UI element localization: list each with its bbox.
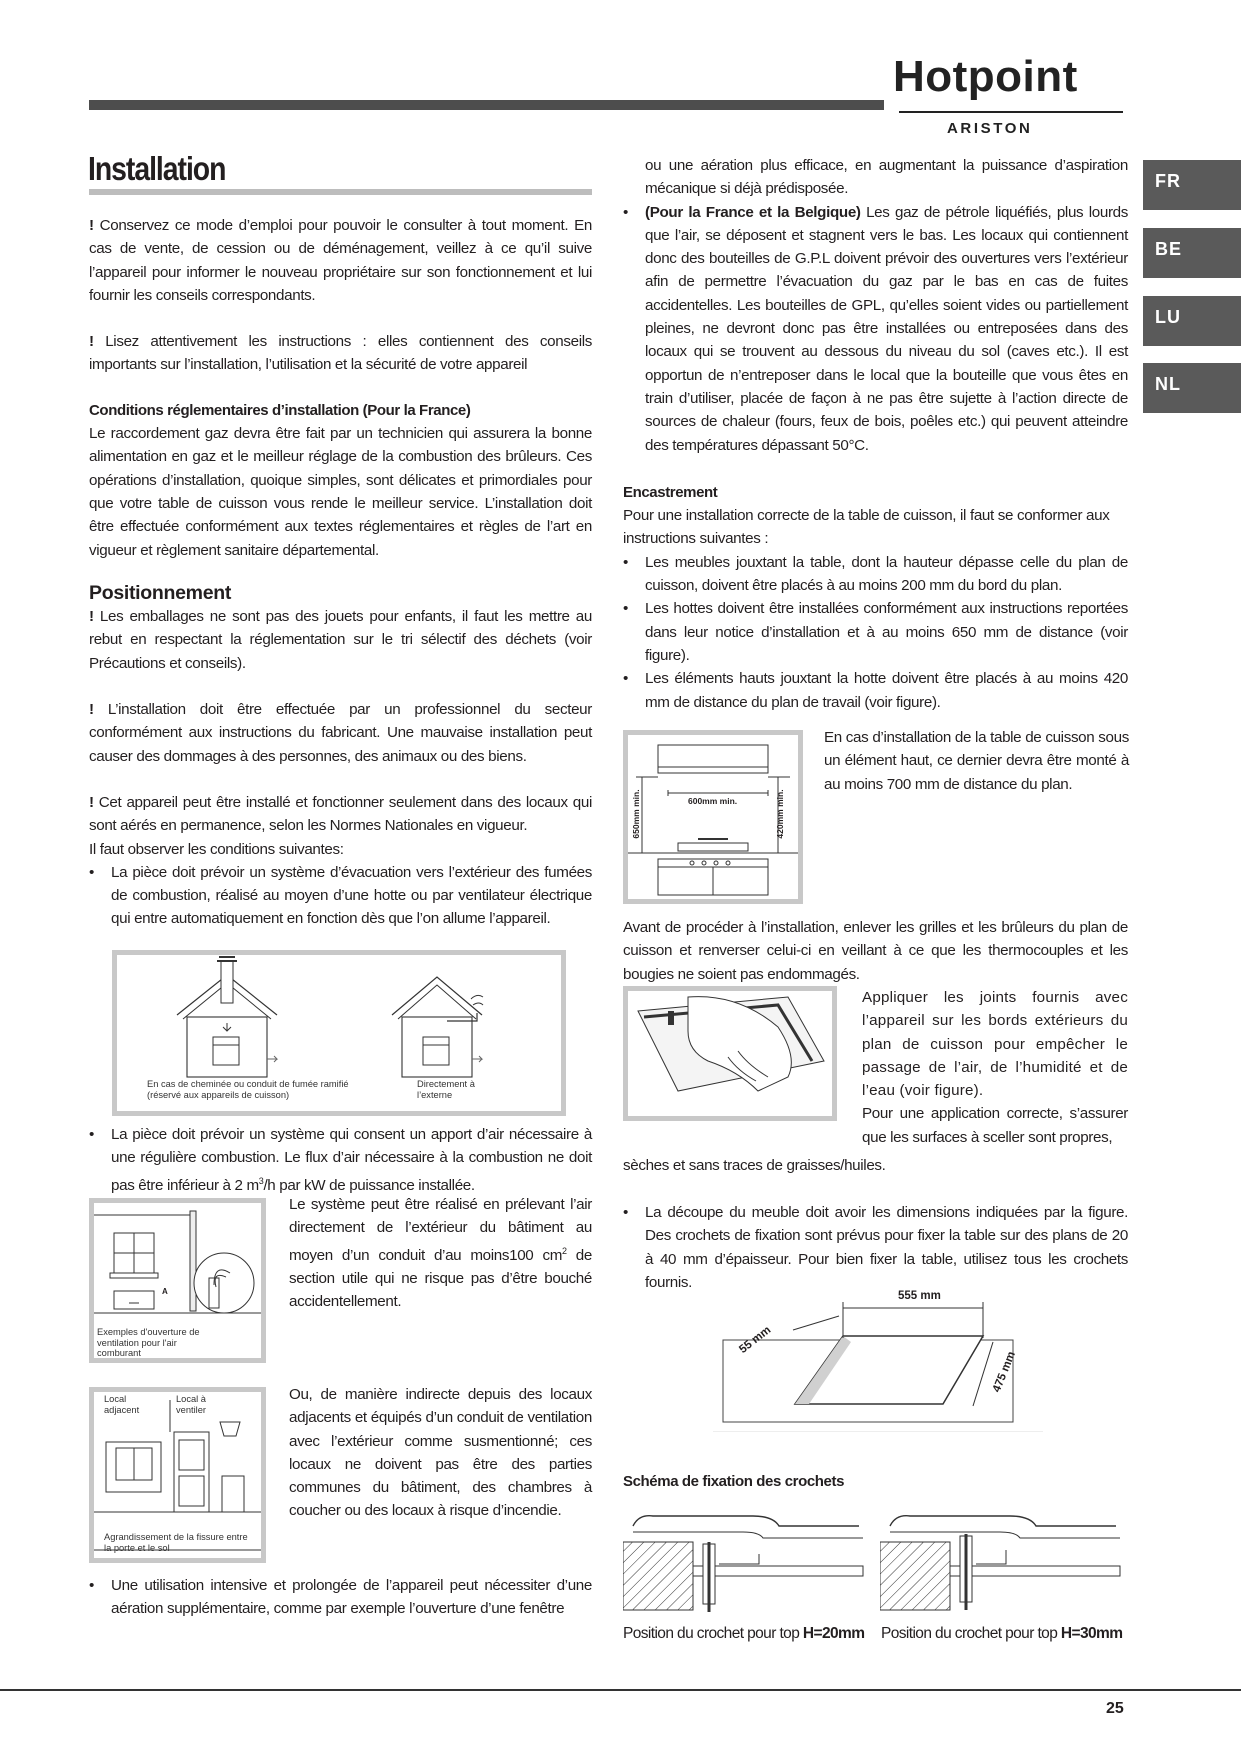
clearances-illustration [628,735,798,899]
clearance-label-420: 420mm min. [775,789,785,839]
figure-cutout [713,1290,1043,1432]
heading-encastrement: Encastrement [623,483,718,501]
brand-divider [899,111,1123,113]
list-item-hoods: • Les hottes doivent être installées conformément aux instructions reportées dans leur notice d’installation et à au moins 650 mm de distance (voir figure). [623,597,1128,667]
header-rule [89,100,884,110]
paragraph-professional: ! L’installation doit être effectuée par un professionnel du secteur conformément aux instructions du fabricant. Une mauvaise installation peut causer des dommages à des personnes, des animaux ou des biens. [89,701,592,765]
hook-h20-illustration [623,1506,865,1626]
ventilation-caption: Exemples d'ouverture de ventilation pour l'air comburant [97,1327,200,1358]
heading-conditions: Conditions réglementaires d’installation (Pour la France) [89,401,471,419]
right-column [623,154,1128,714]
list-item-cutout: • La découpe du meuble doit avoir les dimensions indiquées par la figure. Des crochets de fixation sont prévus pour fixer la table sur des plans de 20 à 40 mm d’épaisseur. Pour bien fixer la table, utilisez tous les crochets fournis. [623,1201,1128,1294]
ventilation-text: Le système peut être réalisé en prélevant l’air directement de l’extérieur du bâtiment au moyen d’un conduit d’au moins100 $cm^2$ de section utile qui ne risque pas d’être bouché accidentellement. [289,1196,592,1311]
list-item-furniture: • Les meubles jouxtant la table, dont la hauteur dépasse celle du plan de cuisson, doivent être placés à au moins 200 mm du bord du plan. [623,551,1128,598]
figure-hook-h30 [880,1506,1130,1626]
paragraph-packaging: ! Les emballages ne sont pas des jouets pour enfants, il faut les mettre au rebut en respectant la réglementation sur le tri sélectif des déchets (voir Précautions et conseils). [89,608,592,672]
paragraph-conditions: Le raccordement gaz devra être fait par un technicien qui assurera la bonne alimentation en gaz et le meilleur réglage de la combustion des brûleurs. Ces opérations d’installation, quoique simples, sont délicates et primordiales pour que votre table de cuisson vous rende le meilleur service. L’installation doit être effectuée conformément aux textes réglementaires et règles de l’art en vigueur et règlement sanitaire départemental. [89,425,592,559]
heading-positionnement: Positionnement [89,581,232,604]
tab-lu[interactable]: LU [1143,296,1241,346]
adjacent-room-text: Ou, de manière indirecte depuis des locaux adjacents et équipés d’un conduit de ventilation avec l’extérieur comme susmentionné; ces locaux ne doivent pas être des parties communes du bâtiment, des chambres à coucher ou des locaux à risque d’incendie. [289,1386,592,1520]
clearance-label-600: 600mm min. [688,796,738,806]
seal-text: Appliquer les joints fournis avec l’appareil sur les bords extérieurs du plan de cuisson pour empêcher le passage de l’air, de l’humidité et de l’eau (voir figure). Pour une application correcte, s’assurer que les surfaces à sceller sont propres, [862,989,1128,1146]
paragraph-keep-manual: ! Conservez ce mode d’emploi pour pouvoir le consulter à tout moment. En cas de vente, de cession ou de déménagement, veillez à ce qu’il suive l’appareil pour informer le nouveau propriétaire sur son fonctionnement et lui fournir les conseils correspondants. [89,217,592,304]
exhaust-caption-right: Directement à l’externe [417,1079,475,1100]
paragraph-read-instructions: ! Lisez attentivement les instructions : elles contiennent des conseils importants sur l’installation, l’utilisation et la sécurité de votre appareil [89,333,592,374]
dimension-555: 555 mm [898,1290,941,1302]
paragraph-before-install: Avant de procéder à l’installation, enlever les grilles et les brûleurs du plan de cuisson et renverser celui-ci en veillant à ce que les thermocouples et les bougies ne soient pas endommagés. [623,919,1128,983]
brand-sub: ARISTON [947,120,1033,137]
dimension-55: 55 mm [737,1324,774,1356]
caption-hook-h30: Position du crochet pour top H=30mm [881,1625,1123,1642]
paragraph-conditions-list-intro: Il faut observer les conditions suivantes: [89,840,344,858]
list-item-cutout-wrapper [623,1201,1128,1294]
tab-nl[interactable]: NL [1143,363,1241,413]
paragraph-encastrement: Pour une installation correcte de la table de cuisson, il faut se conformer aux instructions suivantes : [623,507,1110,548]
figure-adjacent-room [89,1387,266,1563]
tab-be[interactable]: BE [1143,228,1241,278]
dimension-475: 475 mm [990,1349,1019,1395]
paragraph-continuation: ou une aération plus efficace, en augmentant la puissance d’aspiration mécanique si déjà prédisposée. [645,157,1128,198]
cutout-illustration [713,1290,1043,1432]
list-item-lpg: • (Pour la France et la Belgique) Les gaz de pétrole liquéfiés, plus lourds que l’air, se déposent et stagnent vers le bas. Les locaux qui contiennent donc des bouteilles de G.P.L doivent prévoir des ouvertures vers l’extérieur afin de permettre l’évacuation du gaz par le bas en cas de fuites accidentelles. Les bouteilles de GPL, qu’elles soient vides ou partiellement pleines, ne devront donc pas être installées ou entreposées dans des locaux qui se trouvent au dessous du niveau du sol (caves etc.). Il est opportun de n’entreposer dans le local que la bouteille que vous êtes en train d’utiliser, placée de façon à ne pas être sujette à l’action directe de sources de chaleur (fours, feux de bois, poêles etc.) qui peuvent atteindre des températures dépassant 50°C. [623,201,1128,457]
figure-hook-h20 [623,1506,865,1626]
clearances-text: En cas d’installation de la table de cuisson sous un élément haut, ce dernier devra être monté à au moins 700 mm de distance du plan. [824,729,1129,793]
adjacent-room-caption: Agrandissement de la fissure entre la porte et le sol [104,1532,248,1553]
figure-ventilation-opening [89,1198,266,1363]
left-column-3 [89,1574,592,1621]
footer-rule [0,1689,1241,1691]
room-to-ventilate-label: Local à ventiler [176,1394,206,1415]
list-item-evacuation: • La pièce doit prévoir un système d’évacuation vers l’extérieur des fumées de combustion, réalisé au moyen d’une hotte ou par ventilateur électrique qui entre automatiquement en fonction dès que l’on allume l’appareil. [89,861,592,931]
list-item-upper-units: • Les éléments hauts jouxtant la hotte doivent être placés à au moins 420 mm de distance du plan de travail (voir figure). [623,667,1128,714]
clearance-label-650: 650mm min. [631,789,641,839]
tab-fr[interactable]: FR [1143,160,1241,210]
seal-illustration [628,991,832,1116]
ventilation-label-a: A [162,1287,168,1296]
figure-exhaust [112,950,566,1116]
page-number: 25 [1106,1700,1124,1717]
hook-h30-illustration [880,1506,1130,1626]
seal-text-end: sèches et sans traces de graisses/huiles. [623,1157,886,1174]
adjacent-room-label: Local adjacent [104,1394,140,1415]
exhaust-caption-left: En cas de cheminée ou conduit de fumée ramifié (réservé aux appareils de cuisson) [147,1079,349,1100]
page-title: Installation [88,150,226,187]
figure-clearances [623,730,803,904]
list-item-intensive-use: • Une utilisation intensive et prolongée de l’appareil peut nécessiter d’une aération supplémentaire, comme par exemple l’ouverture d’une fenêtre [89,1574,592,1621]
heading-hook-schema: Schéma de fixation des crochets [623,1473,845,1490]
figure-seal [623,986,837,1121]
brand-logo [893,52,1133,142]
caption-hook-h20: Position du crochet pour top H=20mm [623,1625,865,1642]
left-column [89,214,592,931]
title-underline [89,189,592,195]
brand-name: Hotpoint [893,52,1078,101]
left-column-2 [89,1123,592,1197]
list-item-air-supply: • La pièce doit prévoir un système qui consent un apport d’air nécessaire à une régulière combustion. Le flux d’air nécessaire à la combustion ne doit pas être inférieur à 2 $m^3/h$ par kW de puissance installée. [89,1123,592,1197]
paragraph-ventilated: ! Cet appareil peut être installé et fonctionner seulement dans des locaux qui sont aérés en permanence, selon les Normes Nationales en vigueur. [89,793,592,835]
